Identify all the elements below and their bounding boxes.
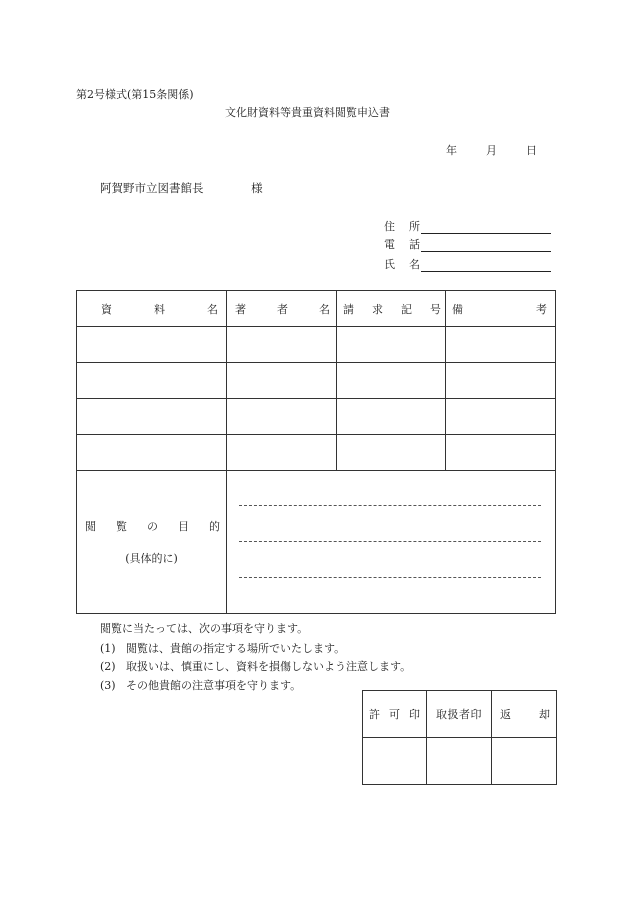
table-cell[interactable]: [77, 327, 227, 363]
table-cell[interactable]: [227, 435, 337, 471]
name-field[interactable]: [421, 259, 551, 272]
office-use-table: [362, 690, 557, 785]
table-cell[interactable]: [227, 363, 337, 399]
table-cell[interactable]: [337, 327, 446, 363]
purpose-line[interactable]: [239, 541, 541, 542]
date-line: [446, 142, 537, 158]
table-cell[interactable]: [77, 399, 227, 435]
addressee-name: 阿賀野市立図書館長: [100, 181, 204, 195]
date-year: 年: [446, 144, 457, 157]
note-item: (3) その他貴館の注意事項を守ります。: [100, 679, 302, 692]
purpose-sublabel: (具体的に): [125, 552, 178, 565]
phone-label: 電 話: [384, 238, 420, 251]
table-row: [77, 327, 556, 363]
applicant-phone-row: [384, 236, 551, 252]
table-row: [77, 399, 556, 435]
notes-intro: 閲覧に当たっては、次の事項を守ります。: [100, 622, 309, 635]
addressee: [100, 180, 263, 196]
request-table: [76, 290, 556, 614]
phone-field[interactable]: [421, 239, 551, 252]
purpose-label: 閲 覧 の 目 的: [85, 520, 220, 533]
header-return: 返 却: [492, 691, 557, 738]
approval-seal-box[interactable]: [363, 738, 427, 785]
addressee-honorific: 様: [251, 181, 263, 195]
purpose-label-cell: [77, 471, 227, 614]
table-cell[interactable]: [337, 435, 446, 471]
office-header-row: [363, 691, 557, 738]
header-call-number: 請 求 記 号: [337, 291, 446, 327]
name-label: 氏 名: [384, 258, 420, 271]
table-row: [77, 435, 556, 471]
header-material-name: 資 料 名: [77, 291, 227, 327]
form-number: 第2号様式(第15条関係): [76, 88, 194, 101]
table-cell[interactable]: [227, 327, 337, 363]
table-cell[interactable]: [446, 327, 556, 363]
table-cell[interactable]: [227, 399, 337, 435]
purpose-row: [77, 471, 556, 614]
purpose-input-cell[interactable]: [227, 471, 556, 614]
date-month: 月: [486, 144, 497, 157]
date-day: 日: [526, 144, 537, 157]
purpose-line[interactable]: [239, 505, 541, 506]
table-cell[interactable]: [446, 399, 556, 435]
table-cell[interactable]: [337, 363, 446, 399]
table-cell[interactable]: [446, 435, 556, 471]
applicant-name-row: [384, 256, 551, 272]
address-label: 住 所: [384, 220, 420, 233]
handler-seal-box[interactable]: [427, 738, 492, 785]
header-approval-seal: 許 可 印: [363, 691, 427, 738]
document-title: 文化財資料等貴重資料閲覧申込書: [225, 106, 390, 119]
header-author-name: 著 者 名: [227, 291, 337, 327]
table-cell[interactable]: [446, 363, 556, 399]
table-cell[interactable]: [77, 435, 227, 471]
office-body-row: [363, 738, 557, 785]
purpose-line[interactable]: [239, 577, 541, 578]
applicant-address-row: [384, 218, 551, 234]
table-cell[interactable]: [77, 363, 227, 399]
header-remarks: 備 考: [446, 291, 556, 327]
header-handler-seal: 取扱者印: [427, 691, 492, 738]
table-header-row: [77, 291, 556, 327]
table-row: [77, 363, 556, 399]
note-item: (1) 閲覧は、貴館の指定する場所でいたします。: [100, 642, 346, 655]
address-field[interactable]: [421, 221, 551, 234]
note-item: (2) 取扱いは、慎重にし、資料を損傷しないよう注意します。: [100, 660, 412, 673]
table-cell[interactable]: [337, 399, 446, 435]
return-box[interactable]: [492, 738, 557, 785]
